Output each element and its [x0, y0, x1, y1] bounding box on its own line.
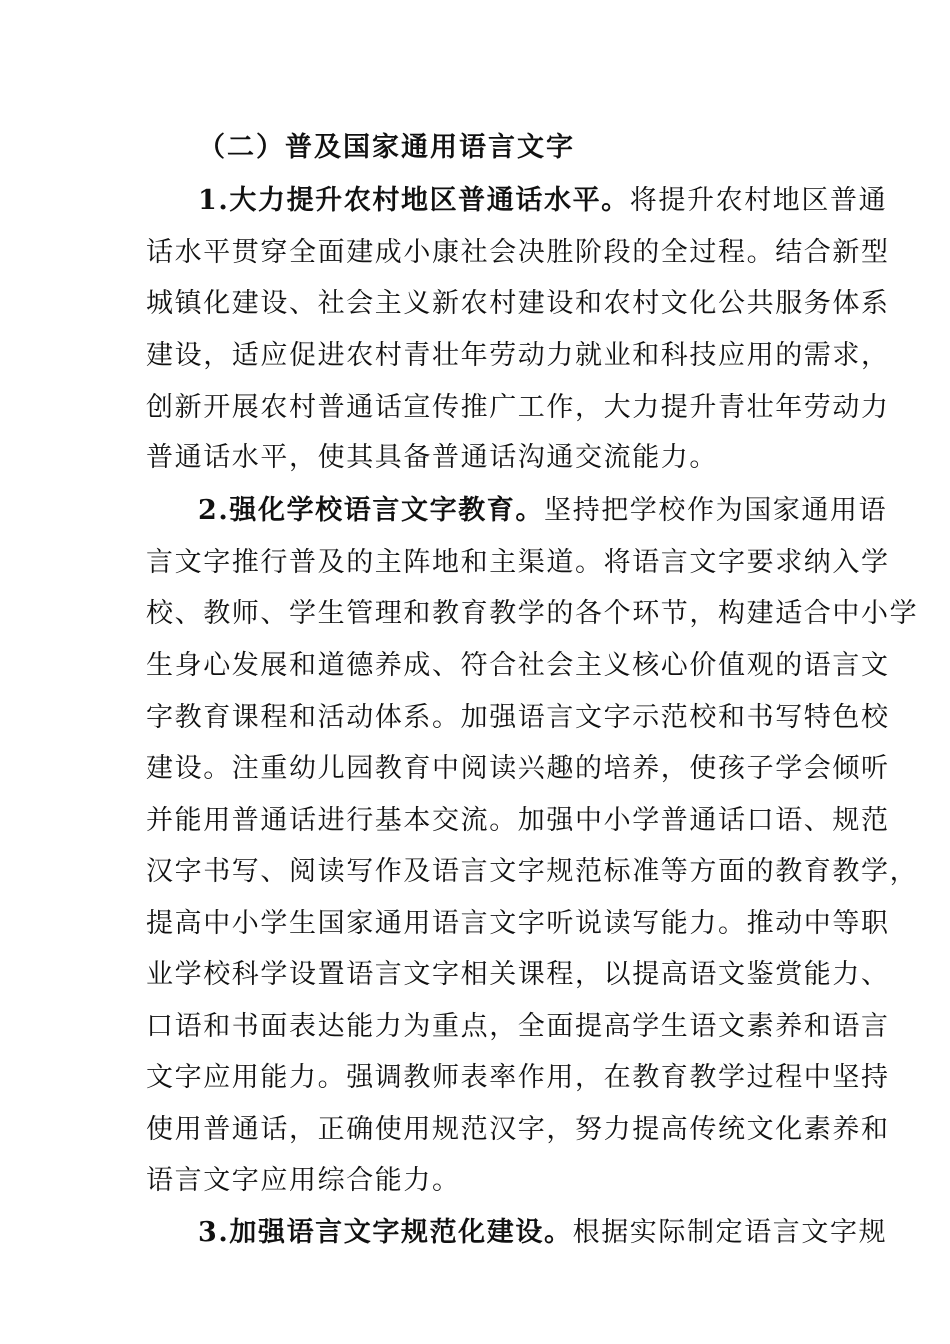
item2-line-5: 建设。注重幼儿园教育中阅读兴趣的培养，使孩子学会倾听: [146, 753, 890, 784]
item2-line-12: 使用普通话，正确使用规范汉字，努力提高传统文化素养和: [146, 1114, 890, 1145]
item2-title: 2.强化学校语言文字教育。: [198, 495, 544, 526]
item1-first-line: [198, 181, 888, 221]
item3-line-0: 根据实际制定语言文字规: [572, 1217, 888, 1248]
item3-title: 3.加强语言文字规范化建设。: [198, 1217, 573, 1248]
item2-line-3: 生身心发展和道德养成、符合社会主义核心价值观的语言文: [146, 650, 890, 681]
item1-title: 1.大力提升农村地区普通话水平。: [198, 185, 630, 216]
section-heading: （二）普及国家通用语言文字: [198, 132, 575, 163]
item2-first-line: [198, 491, 888, 531]
item1-line-3: 建设，适应促进农村青壮年劳动力就业和科技应用的需求，: [146, 340, 890, 371]
item1-line-5: 普通话水平，使其具备普通话沟通交流能力。: [146, 442, 718, 473]
item1-line-4: 创新开展农村普通话宣传推广工作，大力提升青壮年劳动力: [146, 392, 890, 423]
item3-first-line: [198, 1213, 888, 1253]
item2-line-6: 并能用普通话进行基本交流。加强中小学普通话口语、规范: [146, 805, 890, 836]
item1-line-2: 城镇化建设、社会主义新农村建设和农村文化公共服务体系: [146, 288, 890, 319]
item2-line-7: 汉字书写、阅读写作及语言文字规范标准等方面的教育教学，: [146, 856, 919, 887]
item2-line-2: 校、教师、学生管理和教育教学的各个环节，构建适合中小学: [146, 598, 919, 629]
item2-line-13: 语言文字应用综合能力。: [146, 1165, 461, 1196]
item2-line-10: 口语和书面表达能力为重点，全面提高学生语文素养和语言: [146, 1011, 890, 1042]
item2-line-8: 提高中小学生国家通用语言文字听说读写能力。推动中等职: [146, 908, 890, 939]
item2-line-0: 坚持把学校作为国家通用语: [544, 495, 888, 526]
item2-line-11: 文字应用能力。强调教师表率作用，在教育教学过程中坚持: [146, 1062, 890, 1093]
item2-line-4: 字教育课程和活动体系。加强语言文字示范校和书写特色校: [146, 702, 890, 733]
item1-line-0: 将提升农村地区普通: [629, 185, 888, 216]
item2-line-1: 言文字推行普及的主阵地和主渠道。将语言文字要求纳入学: [146, 547, 890, 578]
item1-line-1: 话水平贯穿全面建成小康社会决胜阶段的全过程。结合新型: [146, 237, 890, 268]
item2-line-9: 业学校科学设置语言文字相关课程，以提高语文鉴赏能力、: [146, 959, 890, 990]
